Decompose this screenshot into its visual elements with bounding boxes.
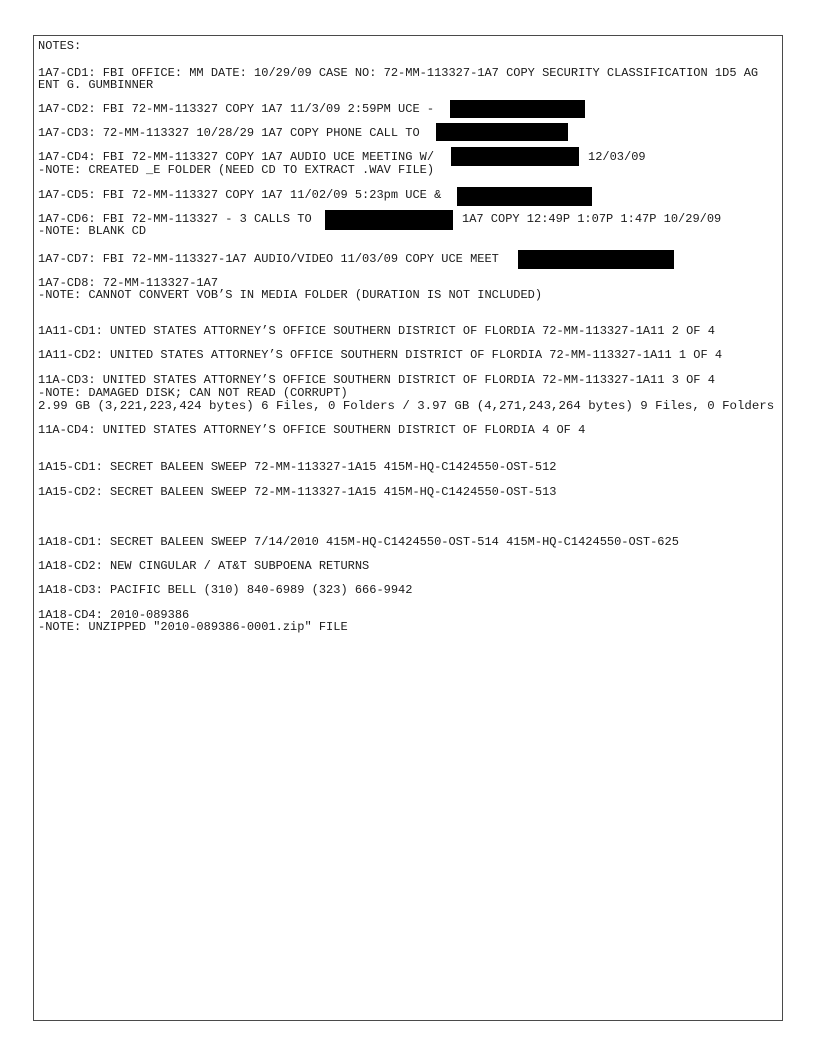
redaction-bar bbox=[436, 123, 568, 141]
entry-1a7-cd7-line: 1A7-CD7: FBI 72-MM-113327-1A7 AUDIO/VIDEO 11/03/09 COPY UCE MEET bbox=[38, 252, 499, 266]
entry-1a11-cd1-line: 1A11-CD1: UNTED STATES ATTORNEY’S OFFICE SOUTHERN DISTRICT OF FLORDIA 72-MM-113327-1A11 2 OF 4 bbox=[38, 324, 715, 338]
entry-1a18-cd1-line: 1A18-CD1: SECRET BALEEN SWEEP 7/14/2010 415M-HQ-C1424550-OST-514 415M-HQ-C1424550-OST-625 bbox=[38, 535, 679, 549]
entry-1a7-cd4-note: -NOTE: CREATED _E FOLDER (NEED CD TO EXTRACT .WAV FILE) bbox=[38, 163, 435, 177]
redaction-bar bbox=[457, 187, 592, 206]
entry-1a7-cd1-continuation: ENT G. GUMBINNER bbox=[38, 78, 154, 92]
entry-1a7-cd4-date: 12/03/09 bbox=[588, 150, 646, 164]
entry-11a-cd3-sizes: 2.99 GB (3,221,223,424 bytes) 6 Files, 0 Folders / 3.97 GB (4,271,243,264 bytes) 9 Files, 0 Folders bbox=[38, 399, 775, 413]
redaction-bar bbox=[451, 147, 579, 166]
entry-1a11-cd2-line: 1A11-CD2: UNITED STATES ATTORNEY’S OFFICE SOUTHERN DISTRICT OF FLORDIA 72-MM-113327-1A11 1 OF 4 bbox=[38, 348, 723, 362]
entry-1a7-cd1-line: 1A7-CD1: FBI OFFICE: MM DATE: 10/29/09 CASE NO: 72-MM-113327-1A7 COPY SECURITY CLASSIFICATION 1D5 AG bbox=[38, 66, 759, 80]
entry-1a7-cd8-line: 1A7-CD8: 72-MM-113327-1A7 bbox=[38, 276, 219, 290]
entry-1a15-cd2-line: 1A15-CD2: SECRET BALEEN SWEEP 72-MM-113327-1A15 415M-HQ-C1424550-OST-513 bbox=[38, 485, 557, 499]
entry-1a18-cd3-line: 1A18-CD3: PACIFIC BELL (310) 840-6989 (323) 666-9942 bbox=[38, 583, 413, 597]
entry-1a7-cd5-line: 1A7-CD5: FBI 72-MM-113327 COPY 1A7 11/02/09 5:23pm UCE & bbox=[38, 188, 442, 202]
entry-1a18-cd4-line: 1A18-CD4: 2010-089386 bbox=[38, 608, 190, 622]
entry-11a-cd3-note: -NOTE: DAMAGED DISK; CAN NOT READ (CORRUPT) bbox=[38, 386, 348, 400]
entry-1a7-cd2-line: 1A7-CD2: FBI 72-MM-113327 COPY 1A7 11/3/09 2:59PM UCE - bbox=[38, 102, 435, 116]
redaction-bar bbox=[450, 100, 585, 118]
redaction-bar bbox=[518, 250, 674, 269]
entry-1a7-cd6-line: 1A7-CD6: FBI 72-MM-113327 - 3 CALLS TO bbox=[38, 212, 312, 226]
entry-1a18-cd4-note: -NOTE: UNZIPPED "2010-089386-0001.zip" FILE bbox=[38, 620, 348, 634]
entry-1a15-cd1-line: 1A15-CD1: SECRET BALEEN SWEEP 72-MM-113327-1A15 415M-HQ-C1424550-OST-512 bbox=[38, 460, 557, 474]
entry-1a7-cd6-times: 1A7 COPY 12:49P 1:07P 1:47P 10/29/09 bbox=[462, 212, 722, 226]
notes-header: NOTES: bbox=[38, 39, 82, 53]
entry-1a7-cd8-note: -NOTE: CANNOT CONVERT VOB’S IN MEDIA FOLDER (DURATION IS NOT INCLUDED) bbox=[38, 288, 543, 302]
entry-11a-cd3-line: 11A-CD3: UNITED STATES ATTORNEY’S OFFICE SOUTHERN DISTRICT OF FLORDIA 72-MM-113327-1A11 3 OF 4 bbox=[38, 373, 715, 387]
notes-page-border bbox=[33, 35, 783, 1021]
entry-11a-cd4-line: 11A-CD4: UNITED STATES ATTORNEY’S OFFICE SOUTHERN DISTRICT OF FLORDIA 4 OF 4 bbox=[38, 423, 586, 437]
entry-1a7-cd4-line: 1A7-CD4: FBI 72-MM-113327 COPY 1A7 AUDIO UCE MEETING W/ bbox=[38, 150, 435, 164]
redaction-bar bbox=[325, 210, 453, 230]
entry-1a7-cd6-note: -NOTE: BLANK CD bbox=[38, 224, 147, 238]
entry-1a18-cd2-line: 1A18-CD2: NEW CINGULAR / AT&T SUBPOENA RETURNS bbox=[38, 559, 370, 573]
entry-1a7-cd3-line: 1A7-CD3: 72-MM-113327 10/28/29 1A7 COPY PHONE CALL TO bbox=[38, 126, 420, 140]
